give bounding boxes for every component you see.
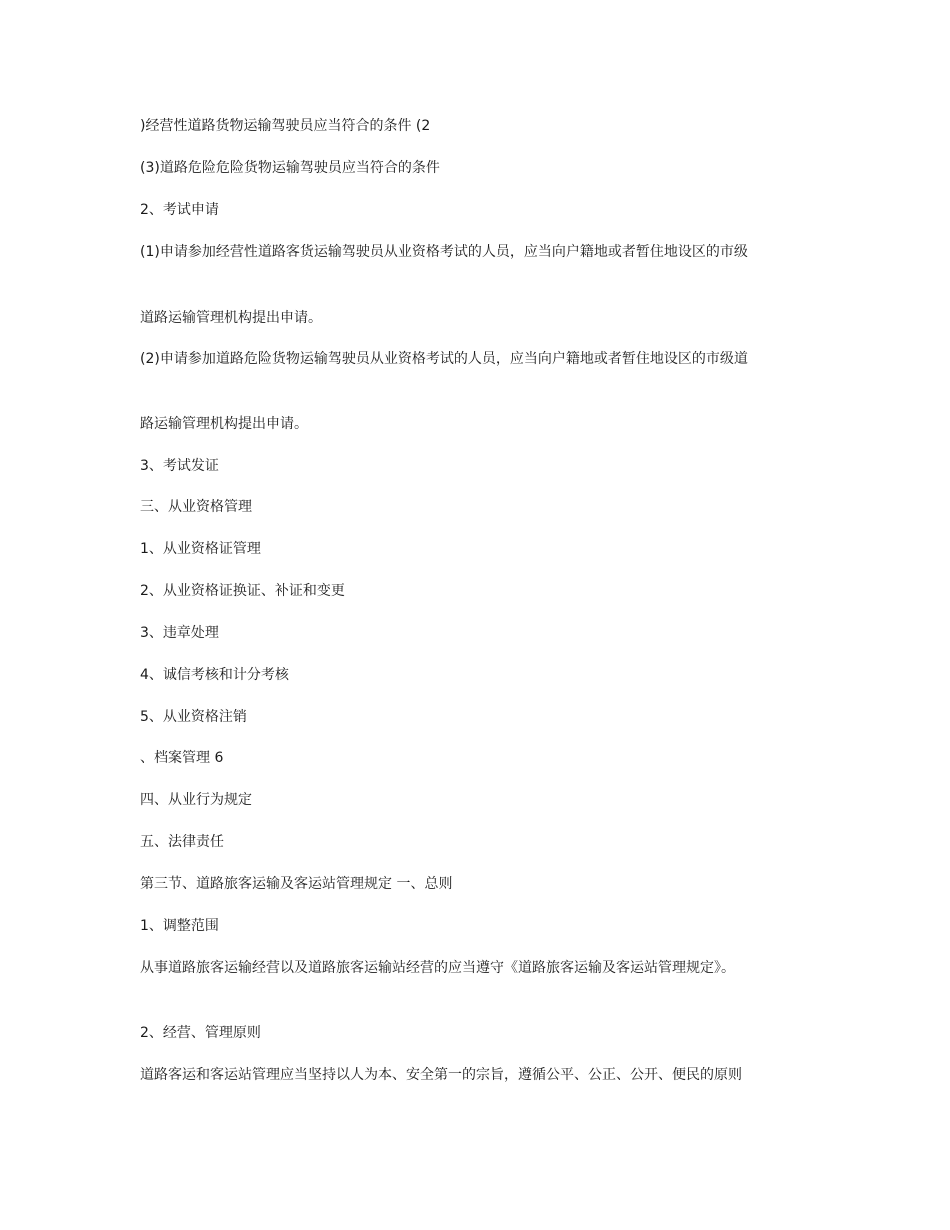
section-heading: 三、从业资格管理 xyxy=(140,499,252,515)
section-heading: 2、考试申请 xyxy=(140,202,219,218)
section-heading: 四、从业行为规定 xyxy=(140,792,252,808)
text-line: 路运输管理机构提出申请。 xyxy=(140,416,308,432)
list-item: 、档案管理 6 xyxy=(140,750,224,766)
list-item: 1、从业资格证管理 xyxy=(140,541,261,557)
paragraph: 道路客运和客运站管理应当坚持以人为本、安全第一的宗旨，遵循公平、公正、公开、便民的原则 xyxy=(140,1067,742,1083)
text-line: )经营性道路货物运输驾驶员应当符合的条件 (2 xyxy=(140,118,431,134)
paragraph: (1)申请参加经营性道路客货运输驾驶员从业资格考试的人员，应当向户籍地或者暂住地设区的市级 xyxy=(140,244,748,260)
list-item: 5、从业资格注销 xyxy=(140,709,247,725)
list-item: 1、调整范围 xyxy=(140,918,219,934)
text-line: (3)道路危险危险货物运输驾驶员应当符合的条件 xyxy=(140,160,440,176)
section-heading: 第三节、道路旅客运输及客运站管理规定 一、总则 xyxy=(140,876,453,892)
list-item: 3、违章处理 xyxy=(140,625,219,641)
list-item: 2、从业资格证换证、补证和变更 xyxy=(140,583,345,599)
section-heading: 3、考试发证 xyxy=(140,458,219,474)
paragraph: (2)申请参加道路危险货物运输驾驶员从业资格考试的人员，应当向户籍地或者暂住地设区的市级道 xyxy=(140,351,748,367)
section-heading: 五、法律责任 xyxy=(140,834,224,850)
text-line: 道路运输管理机构提出申请。 xyxy=(140,310,322,326)
paragraph: 从事道路旅客运输经营以及道路旅客运输站经营的应当遵守《道路旅客运输及客运站管理规定》。 xyxy=(140,960,735,976)
list-item: 4、诚信考核和计分考核 xyxy=(140,667,289,683)
list-item: 2、经营、管理原则 xyxy=(140,1025,261,1041)
